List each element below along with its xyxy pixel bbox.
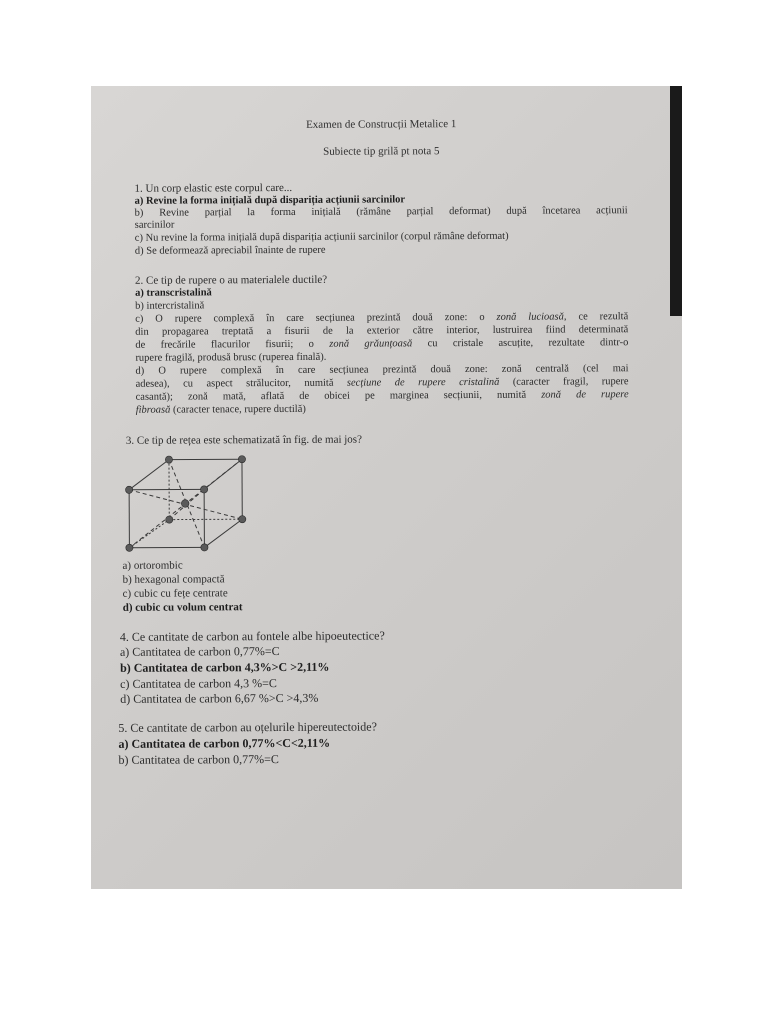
q2-option-d: d) O rupere complexă în care secțiunea prezintă două zone: zonă centrală (cel mai (135, 363, 629, 377)
document-photo (91, 86, 682, 889)
q4-option-b-correct: b) Cantitatea de carbon 4,3%>C >2,11% (120, 659, 330, 675)
bcc-lattice-diagram (124, 454, 255, 555)
q1-option-b: b) Revine parțial la forma inițială (rămâne parțial deformat) după încetarea acțiunii (134, 205, 628, 219)
q1-option-c: c) Nu revine la forma inițială după dispariția acțiunii sarcinilor (corpul rămâne deformat) (134, 230, 509, 244)
exam-subtitle: Subiecte tip grilă pt nota 5 (323, 145, 440, 158)
q3-option-a: a) ortorombic (122, 559, 183, 572)
q5-question: 5. Ce cantitate de carbon au oțelurile hipereutectoide? (118, 719, 377, 735)
q1-option-b-cont: sarcinilor (134, 219, 175, 231)
q4-option-c: c) Cantitatea de carbon 4,3 %=C (120, 676, 277, 691)
q2-option-d-line4: fibroasă (caracter tenace, rupere ductilă) (135, 403, 306, 416)
q5-option-a-correct: a) Cantitatea de carbon 0,77%<C<2,11% (118, 735, 331, 751)
q3-option-d-correct: d) cubic cu volum centrat (122, 601, 243, 614)
q4-question: 4. Ce cantitate de carbon au fontele albe hipoeutectice? (119, 628, 385, 644)
q3-option-c: c) cubic cu fețe centrate (122, 587, 228, 600)
q2-option-c: c) O rupere complexă în care secțiunea prezintă două zone: o zonă lucioasă, ce rezultă (135, 311, 629, 325)
q3-question: 3. Ce tip de rețea este schematizată în fig. de mai jos? (125, 433, 362, 447)
q4-option-d: d) Cantitatea de carbon 6,67 %>C >4,3% (120, 690, 319, 706)
exam-sheet (91, 86, 675, 889)
q2-question: 2. Ce tip de rupere o au materialele ductile? (134, 273, 328, 287)
q5-option-b: b) Cantitatea de carbon 0,77%=C (118, 752, 279, 767)
q2-option-c-line4: rupere fragilă, produsă brusc (ruperea finală). (135, 351, 327, 364)
q2-option-b: b) intercristalină (135, 300, 205, 312)
exam-title: Examen de Construcții Metalice 1 (306, 118, 457, 131)
q4-option-a: a) Cantitatea de carbon 0,77%=C (119, 644, 280, 659)
q1-option-a-correct: a) Revine la forma inițială după dispariția acțiunii sarcinilor (134, 194, 406, 207)
q2-option-d-line3: casantă); zonă mată, aflată de obicei pe marginea secțiunii, numită zonă de rupere (135, 389, 629, 403)
q1-question: 1. Un corp elastic este corpul care... (134, 181, 293, 195)
q3-option-b: b) hexagonal compactă (122, 573, 225, 586)
q2-option-c-line2: din propagarea treptată a fisurii de la exterior către interior, lustruirea fiind determinată (135, 324, 629, 338)
q2-option-a-correct: a) transcristalină (135, 287, 212, 299)
q1-option-d: d) Se deformează apreciabil înainte de rupere (134, 244, 326, 257)
q2-option-c-line3: de frecările flacurilor fisurii; o zonă grăunțoasă cu cristale ascuțite, rezultate dintr-o (135, 337, 629, 351)
q2-option-d-line2: adesea), cu aspect strălucitor, numită secțiune de rupere cristalină (caracter fragil, rupere (135, 376, 629, 390)
